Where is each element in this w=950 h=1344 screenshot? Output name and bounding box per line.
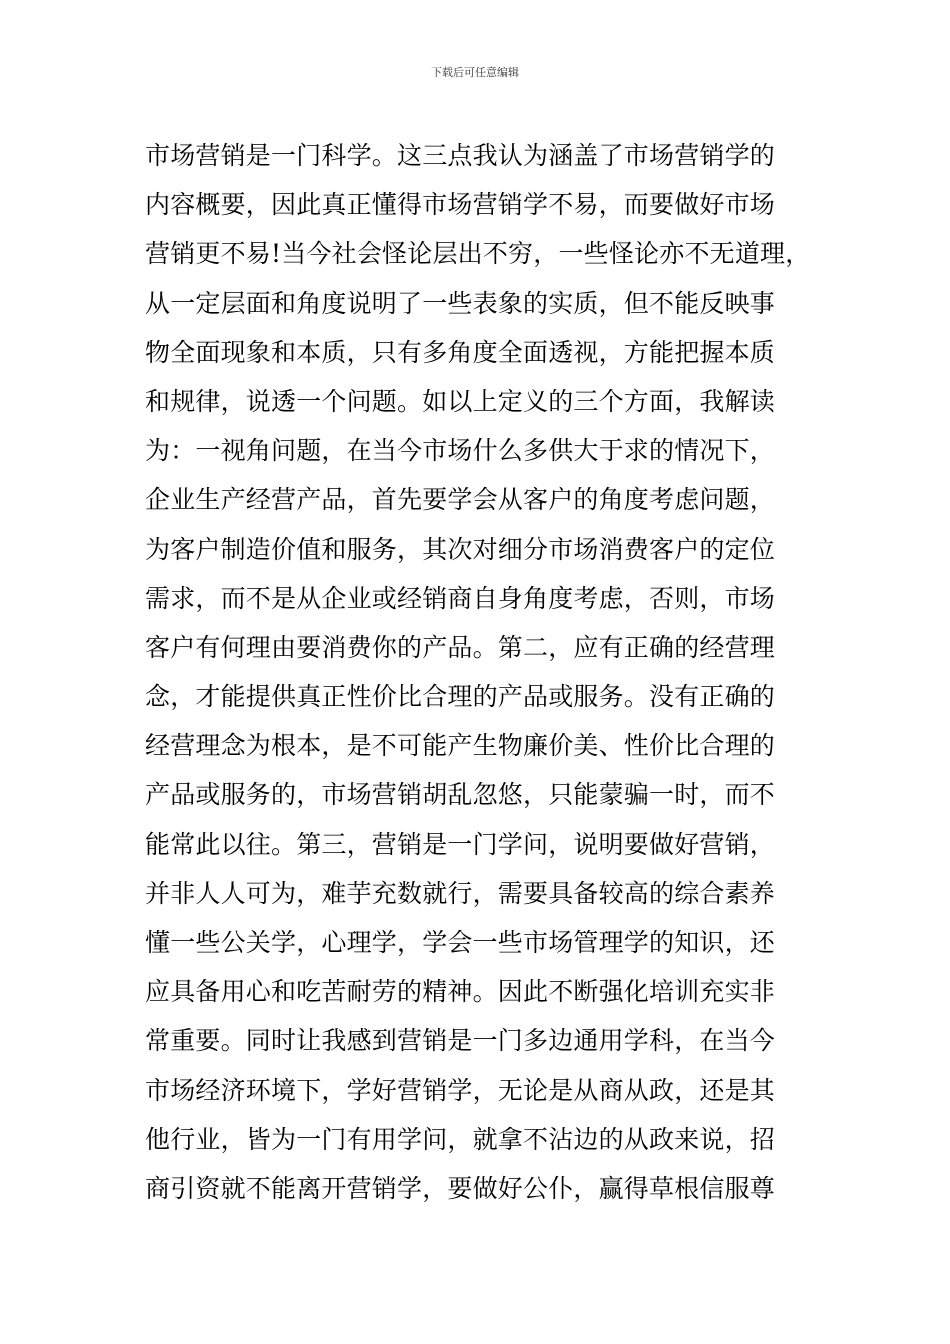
text-line: 客户有何理由要消费你的产品。第二，应有正确的经营理: [145, 632, 776, 662]
text-line: 市场经济环境下，学好营销学，无论是从商从政，还是其: [145, 1075, 776, 1105]
text-line: 企业生产经营产品，首先要学会从客户的角度考虑问题，: [145, 485, 776, 515]
text-line: 能常此以往。第三，营销是一门学问，说明要做好营销，: [145, 829, 776, 859]
text-line: 产品或服务的，市场营销胡乱忽悠，只能蒙骗一时，而不: [145, 780, 776, 810]
text-line: 为客户制造价值和服务，其次对细分市场消费客户的定位: [145, 534, 776, 564]
text-line: 从一定层面和角度说明了一些表象的实质，但不能反映事: [145, 288, 776, 318]
text-line: 和规律，说透一个问题。如以上定义的三个方面，我解读: [145, 386, 776, 416]
text-line: 营销更不易!当今社会怪论层出不穷，一些怪论亦不无道理，: [145, 239, 811, 269]
page-header: 下载后可任意编辑: [431, 66, 519, 79]
text-line: 经营理念为根本，是不可能产生物廉价美、性价比合理的: [145, 731, 776, 761]
text-line: 需求，而不是从企业或经销商自身角度考虑，否则，市场: [145, 583, 776, 613]
text-line: 懂一些公关学，心理学，学会一些市场管理学的知识，还: [145, 928, 776, 957]
text-line: 为：一视角问题，在当今市场什么多供大于求的情况下，: [145, 436, 776, 466]
text-line: 商引资就不能离开营销学，要做好公仆，赢得草根信服尊: [145, 1173, 776, 1203]
text-line: 他行业，皆为一门有用学问，就拿不沾边的从政来说，招: [145, 1124, 776, 1154]
text-line: 物全面现象和本质，只有多角度全面透视，方能把握本质: [145, 337, 776, 367]
body-paragraph: [145, 131, 845, 1213]
text-line: 内容概要，因此真正懂得市场营销学不易，而要做好市场: [145, 190, 776, 220]
text-line: 并非人人可为，难芋充数就行，需要具备较高的综合素养: [145, 878, 776, 908]
text-line: 常重要。同时让我感到营销是一门多边通用学科，在当今: [145, 1026, 776, 1056]
text-line: 念，才能提供真正性价比合理的产品或服务。没有正确的: [145, 682, 776, 712]
text-line: 应具备用心和吃苦耐劳的精神。因此不断强化培训充实非: [145, 977, 776, 1007]
text-line: 市场营销是一门科学。这三点我认为涵盖了市场营销学的: [145, 141, 776, 170]
